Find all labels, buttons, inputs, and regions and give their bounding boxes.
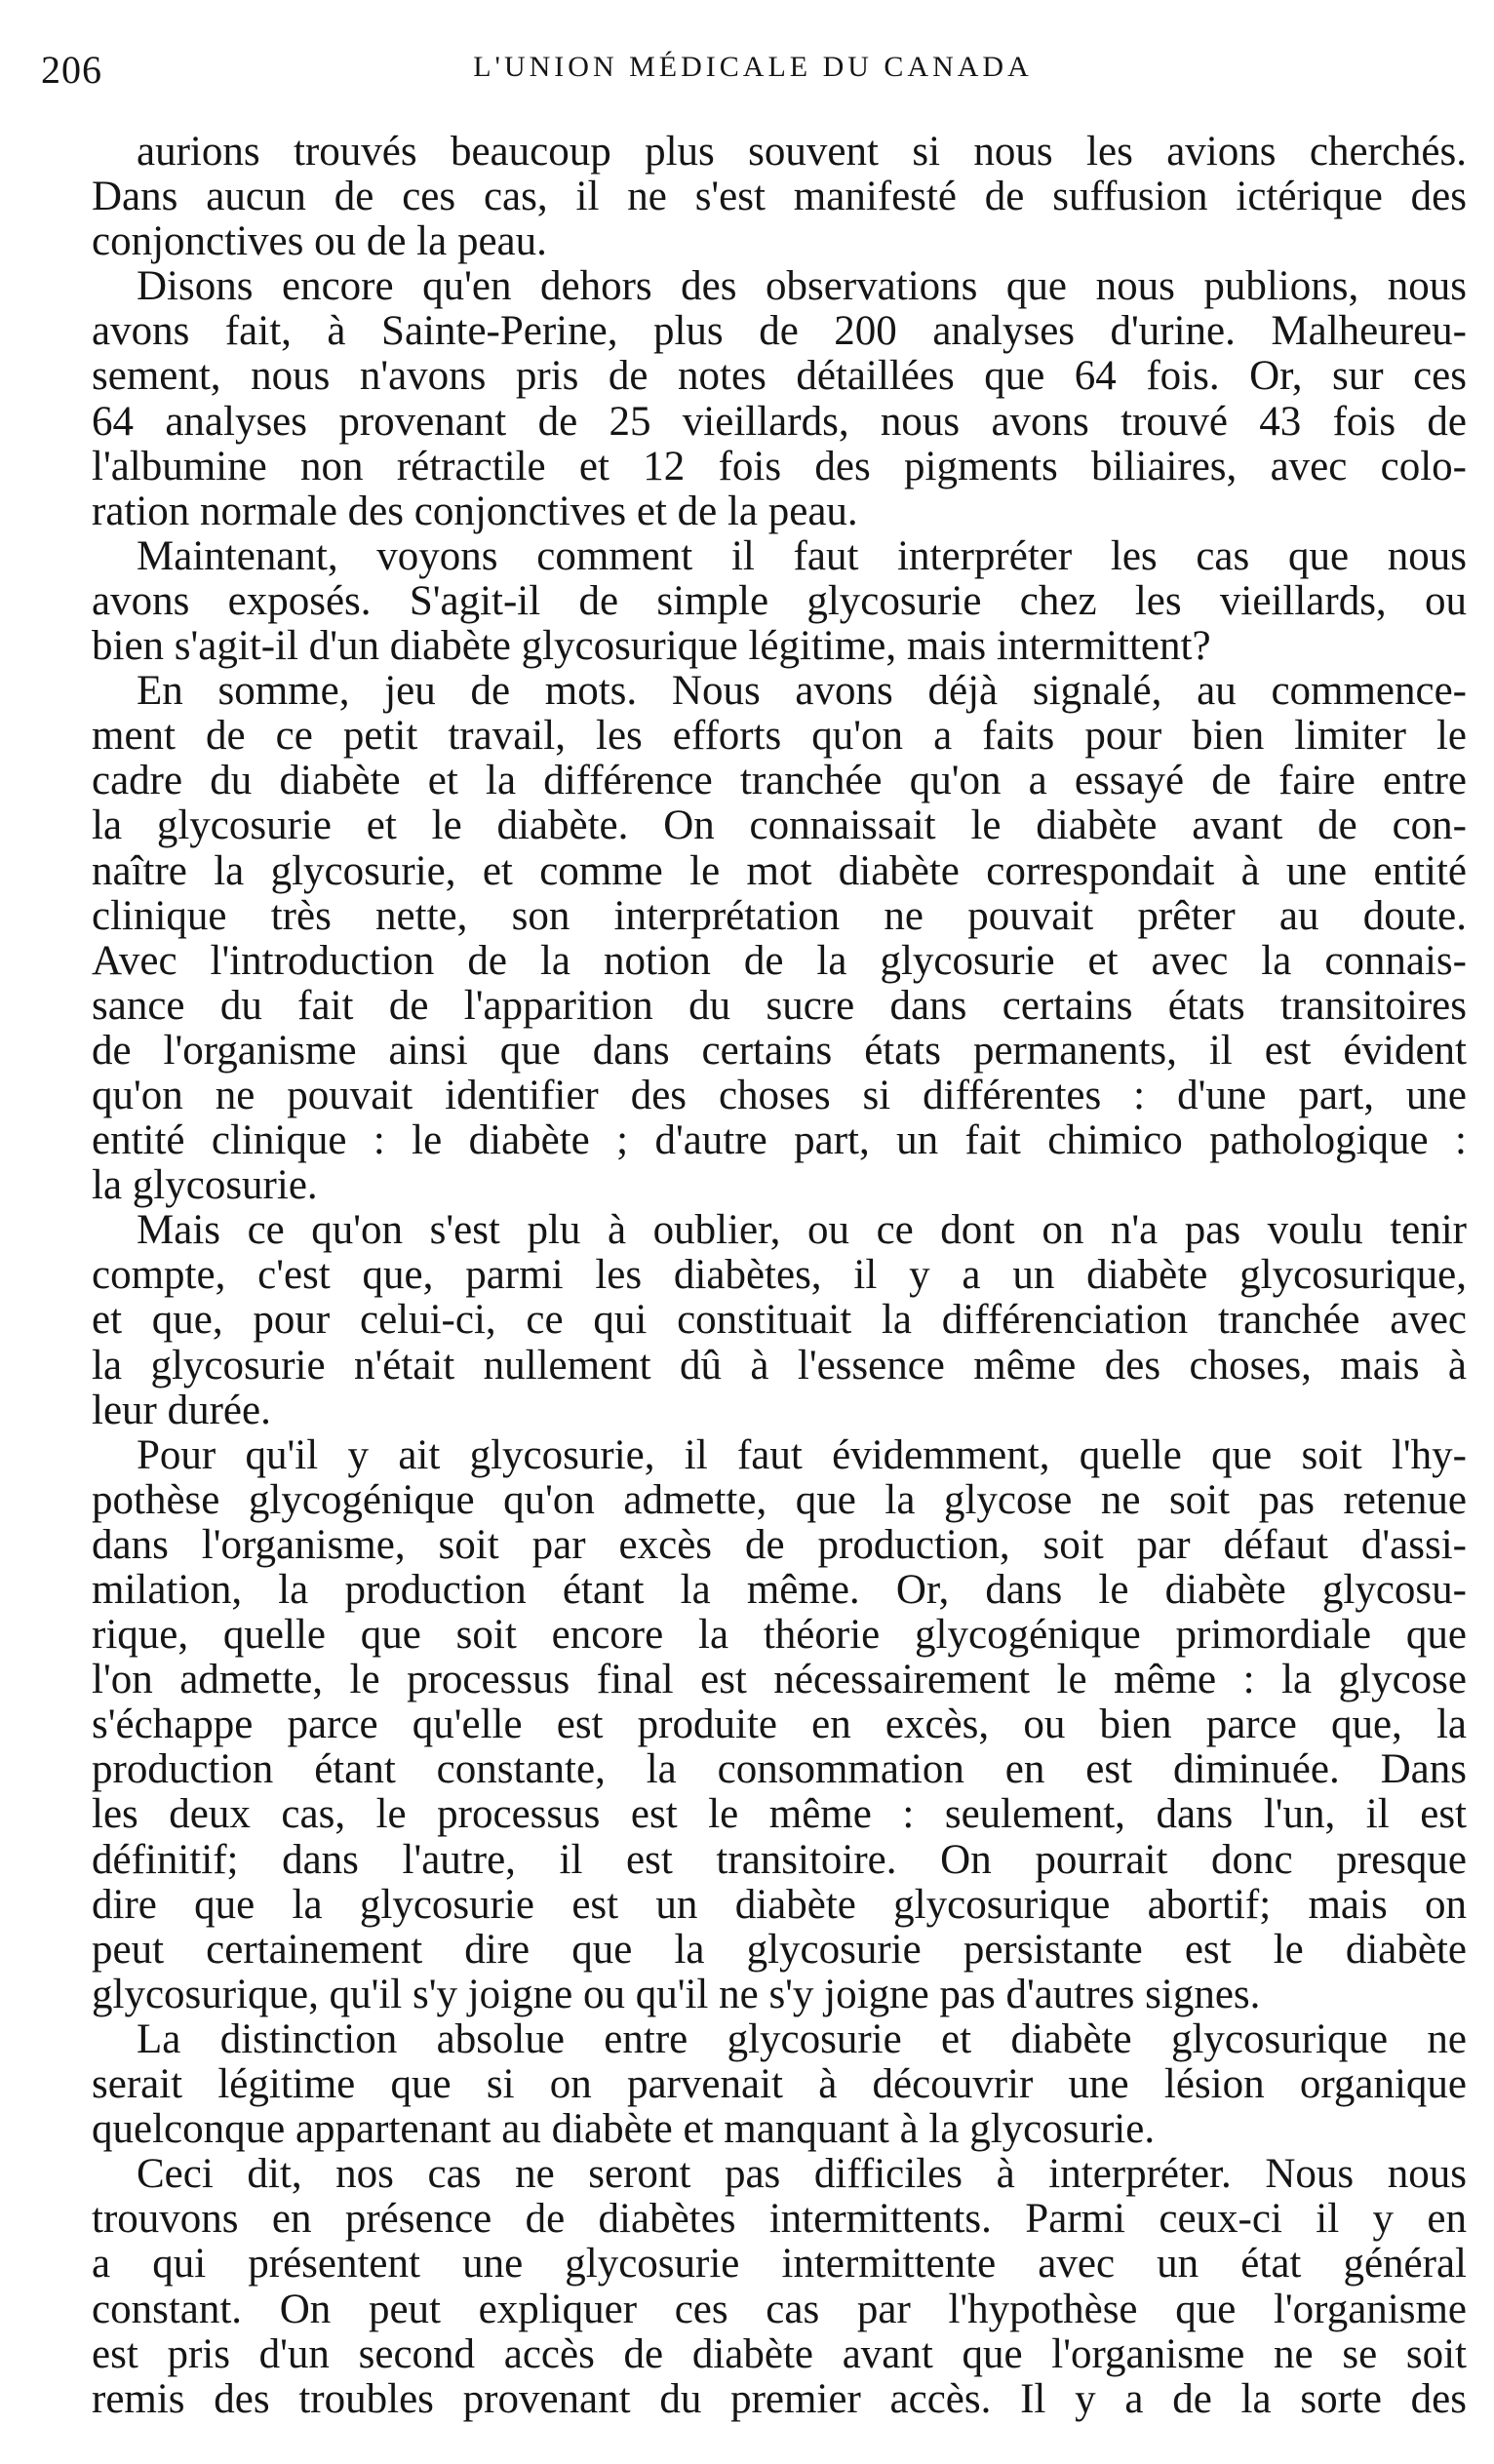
text-line: Avec l'introduction de la notion de la glycosurie et avec la connais- <box>92 937 1467 984</box>
text-line: avons fait, à Sainte-Perine, plus de 200 analyses d'urine. Malheureu- <box>92 308 1467 355</box>
text-line: Pour qu'il y ait glycosurie, il faut évidemment, quelle que soit l'hy- <box>137 1431 1467 1478</box>
text-line: dire que la glycosurie est un diabète glycosurique abortif; mais on <box>92 1881 1467 1928</box>
text-line: En somme, jeu de mots. Nous avons déjà signalé, au commence- <box>137 668 1467 715</box>
text-line: ration normale des conjonctives et de la peau. <box>92 488 858 534</box>
text-line: glycosurique, qu'il s'y joigne ou qu'il ne s'y joigne pas d'autres signes. <box>92 1971 1261 2017</box>
paragraph <box>92 534 1467 669</box>
text-line: et que, pour celui-ci, ce qui constituait la différenciation tranchée avec <box>92 1297 1467 1344</box>
text-line: sement, nous n'avons pris de notes détaillées que 64 fois. Or, sur ces <box>92 353 1467 400</box>
text-line: aurions trouvés beaucoup plus souvent si nous les avions cherchés. <box>137 129 1467 175</box>
text-line: clinique très nette, son interprétation ne pouvait prêter au doute. <box>92 892 1467 939</box>
text-line: est pris d'un second accès de diabète avant que l'organisme ne se soit <box>92 2330 1467 2377</box>
text-line: serait légitime que si on parvenait à découvrir une lésion organique <box>92 2061 1467 2108</box>
body-text <box>92 130 1467 2422</box>
page-number: 206 <box>41 48 102 92</box>
text-line: remis des troubles provenant du premier accès. Il y a de la sorte des <box>92 2375 1467 2422</box>
text-line: Mais ce qu'on s'est plu à oublier, ou ce dont on n'a pas voulu tenir <box>137 1207 1467 1254</box>
paragraph <box>92 1208 1467 1432</box>
text-line: définitif; dans l'autre, il est transitoire. On pourrait donc presque <box>92 1836 1467 1883</box>
text-line: compte, c'est que, parmi les diabètes, il y a un diabète glycosurique, <box>92 1252 1467 1299</box>
paragraph <box>92 2017 1467 2152</box>
text-line: la glycosurie. <box>92 1162 318 1209</box>
text-line: rique, quelle que soit encore la théorie glycogénique primordiale que <box>92 1612 1467 1659</box>
text-line: Maintenant, voyons comment il faut interpréter les cas que nous <box>137 532 1467 579</box>
text-line: entité clinique : le diabète ; d'autre part, un fait chimico pathologique : <box>92 1117 1467 1164</box>
text-line: ment de ce petit travail, les efforts qu'on a faits pour bien limiter le <box>92 713 1467 760</box>
text-line: s'échappe parce qu'elle est produite en excès, ou bien parce que, la <box>92 1701 1467 1748</box>
text-line: bien s'agit-il d'un diabète glycosurique légitime, mais intermittent? <box>92 623 1211 670</box>
text-line: qu'on ne pouvait identifier des choses si différentes : d'une part, une <box>92 1072 1467 1118</box>
text-line: l'albumine non rétractile et 12 fois des pigments biliaires, avec colo- <box>92 443 1467 489</box>
text-line: dans l'organisme, soit par excès de production, soit par défaut d'assi- <box>92 1521 1467 1568</box>
paragraph <box>92 130 1467 264</box>
text-line: l'on admette, le processus final est nécessairement le même : la glycose <box>92 1657 1467 1703</box>
paragraph <box>92 669 1467 1208</box>
text-line: 64 analyses provenant de 25 vieillards, nous avons trouvé 43 fois de <box>92 398 1467 445</box>
text-line: sance du fait de l'apparition du sucre dans certains états transitoires <box>92 982 1467 1029</box>
text-line: cadre du diabète et la différence tranchée qu'on a essayé de faire entre <box>92 758 1467 804</box>
journal-title: L'UNION MÉDICALE DU CANADA <box>473 51 1033 83</box>
text-line: Ceci dit, nos cas ne seront pas difficiles à interpréter. Nous nous <box>137 2151 1467 2198</box>
text-line: trouvons en présence de diabètes intermittents. Parmi ceux-ci il y en <box>92 2196 1467 2243</box>
paragraph <box>92 264 1467 534</box>
text-line: leur durée. <box>92 1387 271 1433</box>
paragraph <box>92 2152 1467 2422</box>
text-line: naître la glycosurie, et comme le mot diabète correspondait à une entité <box>92 847 1467 894</box>
text-line: conjonctives ou de la peau. <box>92 218 547 265</box>
text-line: quelconque appartenant au diabète et manquant à la glycosurie. <box>92 2106 1156 2153</box>
text-line: Dans aucun de ces cas, il ne s'est manifesté de suffusion ictérique des <box>92 174 1467 220</box>
text-line: la glycosurie n'était nullement dû à l'essence même des choses, mais à <box>92 1342 1467 1388</box>
text-line: La distinction absolue entre glycosurie et diabète glycosurique ne <box>137 2015 1467 2062</box>
text-line: les deux cas, le processus est le même : seulement, dans l'un, il est <box>92 1791 1467 1838</box>
text-line: peut certainement dire que la glycosurie persistante est le diabète <box>92 1926 1467 1973</box>
text-line: la glycosurie et le diabète. On connaissait le diabète avant de con- <box>92 802 1467 849</box>
text-line: de l'organisme ainsi que dans certains états permanents, il est évident <box>92 1027 1467 1074</box>
text-line: constant. On peut expliquer ces cas par l'hypothèse que l'organisme <box>92 2286 1467 2332</box>
text-line: avons exposés. S'agit-il de simple glycosurie chez les vieillards, ou <box>92 577 1467 624</box>
running-header <box>41 47 1465 105</box>
text-line: a qui présentent une glycosurie intermittente avec un état général <box>92 2241 1467 2288</box>
text-line: production étant constante, la consommation en est diminuée. Dans <box>92 1746 1467 1793</box>
text-line: pothèse glycogénique qu'on admette, que la glycose ne soit pas retenue <box>92 1476 1467 1523</box>
paragraph <box>92 1433 1467 2017</box>
text-line: milation, la production étant la même. Or, dans le diabète glycosu- <box>92 1567 1467 1613</box>
text-line: Disons encore qu'en dehors des observations que nous publions, nous <box>137 263 1467 310</box>
